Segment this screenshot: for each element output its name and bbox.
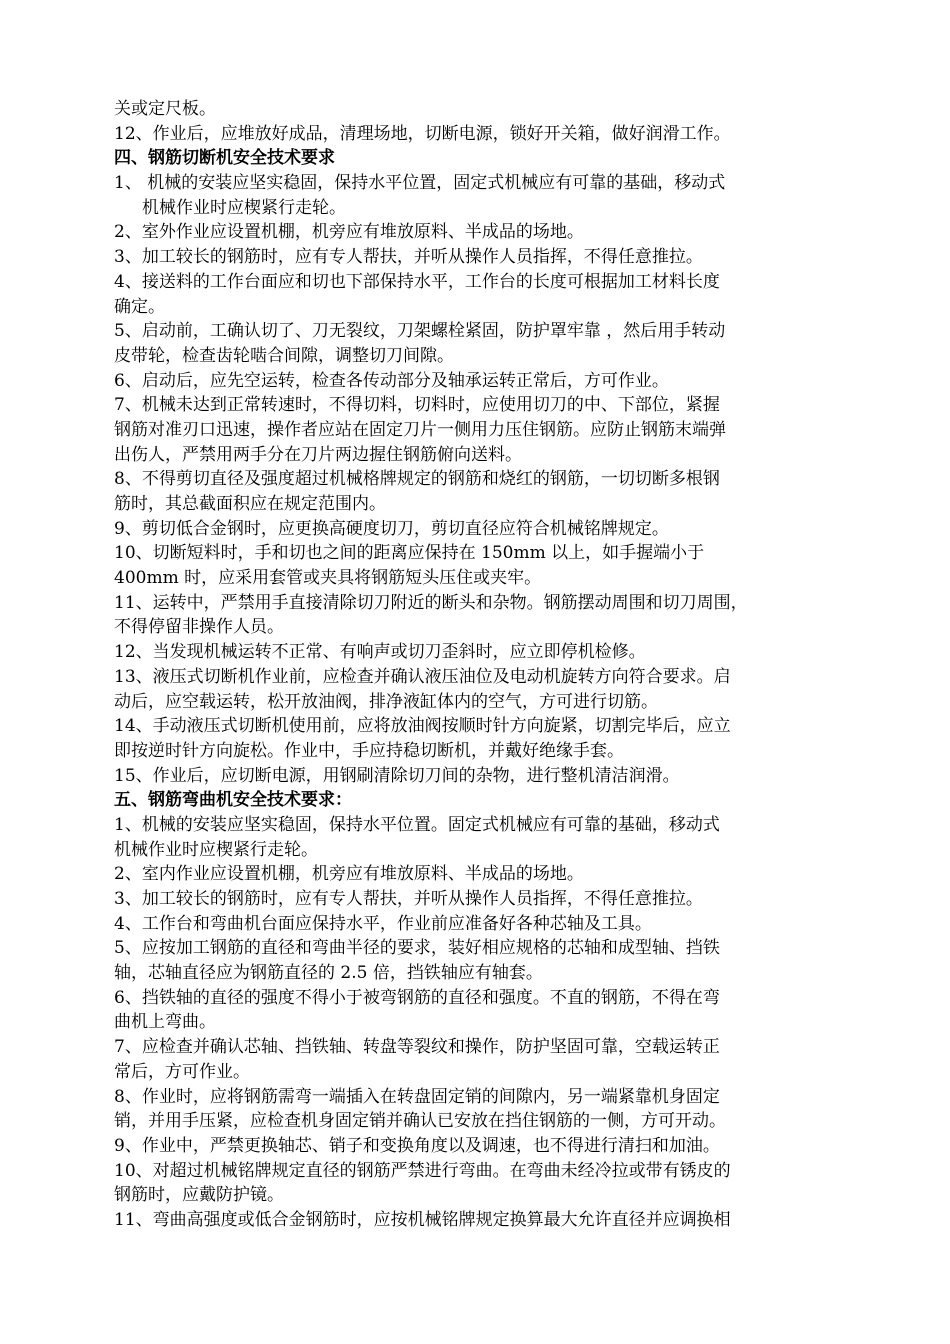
text-line: 9、作业中，严禁更换轴芯、销子和变换角度以及调速，也不得进行清扫和加油。 bbox=[114, 1135, 720, 1156]
text-line: 机械作业时应楔紧行走轮。 bbox=[142, 197, 346, 218]
text-line: 7、应检查并确认芯轴、挡铁轴、转盘等裂纹和操作，防护坚固可靠，空载运转正 bbox=[114, 1037, 720, 1058]
section-heading: 五、钢筋弯曲机安全技术要求： bbox=[114, 790, 352, 811]
text-line: 动后，应空载运转，松开放油阀，排净液缸体内的空气，方可进行切筋。 bbox=[114, 691, 658, 712]
text-line: 钢筋时，应戴防护镜。 bbox=[114, 1185, 284, 1206]
text-line: 确定。 bbox=[114, 296, 165, 317]
text-line: 6、挡铁轴的直径的强度不得小于被弯钢筋的直径和强度。不直的钢筋，不得在弯 bbox=[114, 987, 720, 1008]
text-line: 1、 机械的安装应坚实稳固，保持水平位置，固定式机械应有可靠的基础，移动式 bbox=[114, 173, 726, 194]
text-line: 14、手动液压式切断机使用前，应将放油阀按顺时针方向旋紧，切割完毕后，应立 bbox=[114, 716, 731, 737]
text-line: 12、当发现机械运转不正常、有响声或切刀歪斜时，应立即停机检修。 bbox=[114, 642, 646, 663]
text-line: 6、启动后，应先空运转，检查各传动部分及轴承运转正常后，方可作业。 bbox=[114, 370, 669, 391]
text-line: 10、切断短料时，手和切也之间的距离应保持在 150mm 以上，如手握端小于 bbox=[114, 543, 705, 564]
text-line: 9、剪切低合金钢时，应更换高硬度切刀，剪切直径应符合机械铭牌规定。 bbox=[114, 518, 669, 539]
text-line: 即按逆时针方向旋松。作业中，手应持稳切断机，并戴好绝缘手套。 bbox=[114, 740, 624, 761]
text-line: 5、应按加工钢筋的直径和弯曲半径的要求，装好相应规格的芯轴和成型轴、挡铁 bbox=[114, 938, 720, 959]
text-line: 机械作业时应楔紧行走轮。 bbox=[114, 839, 318, 860]
text-line: 出伤人，严禁用两手分在刀片两边握住钢筋俯向送料。 bbox=[114, 444, 522, 465]
text-line: 2、室内作业应设置机棚，机旁应有堆放原料、半成品的场地。 bbox=[114, 864, 584, 885]
text-line: 曲机上弯曲。 bbox=[114, 1012, 216, 1033]
text-line: 11、运转中，严禁用手直接清除切刀附近的断头和杂物。钢筋摆动周围和切刀周围， bbox=[114, 592, 748, 613]
text-line: 11、弯曲高强度或低合金钢筋时，应按机械铭牌规定换算最大允许直径并应调换相 bbox=[114, 1209, 731, 1230]
text-line: 常后，方可作业。 bbox=[114, 1061, 250, 1082]
text-line: 5、启动前，工确认切了、刀无裂纹，刀架螺栓紧固，防护罩牢靠 ，然后用手转动 bbox=[114, 321, 726, 342]
text-line: 4、接送料的工作台面应和切也下部保持水平，工作台的长度可根据加工材料长度 bbox=[114, 271, 720, 292]
text-line: 13、液压式切断机作业前，应检查并确认液压油位及电动机旋转方向符合要求。启 bbox=[114, 666, 731, 687]
text-line: 3、加工较长的钢筋时，应有专人帮扶，并听从操作人员指挥，不得任意推拉。 bbox=[114, 889, 703, 909]
text-line: 钢筋对准刃口迅速，操作者应站在固定刀片一侧用力压住钢筋。应防止钢筋末端弹 bbox=[114, 419, 726, 440]
text-line: 不得停留非操作人员。 bbox=[114, 617, 284, 638]
text-line: 轴，芯轴直径应为钢筋直径的 2.5 倍，挡铁轴应有轴套。 bbox=[114, 963, 543, 984]
text-line: 12、作业后，应堆放好成品，清理场地，切断电源，锁好开关箱，做好润滑工作。 bbox=[114, 123, 731, 144]
text-line: 3、加工较长的钢筋时，应有专人帮扶，并听从操作人员指挥，不得任意推拉。 bbox=[114, 247, 703, 268]
document-body bbox=[114, 97, 834, 1233]
text-line: 筋时，其总截面积应在规定范围内。 bbox=[114, 494, 386, 514]
text-line: 8、作业时，应将钢筋需弯一端插入在转盘固定销的间隙内，另一端紧靠机身固定 bbox=[114, 1086, 720, 1107]
text-line: 15、作业后，应切断电源，用钢刷清除切刀间的杂物，进行整机清洁润滑。 bbox=[114, 765, 680, 786]
text-line: 7、机械未达到正常转速时，不得切料，切料时，应使用切刀的中、下部位，紧握 bbox=[114, 395, 720, 416]
text-line: 8、不得剪切直径及强度超过机械格牌规定的钢筋和烧红的钢筋，一切切断多根钢 bbox=[114, 469, 720, 490]
text-line: 皮带轮，检查齿轮啮合间隙，调整切刀间隙。 bbox=[114, 345, 454, 366]
text-line: 关或定尺板。 bbox=[114, 99, 216, 119]
text-line: 10、对超过机械铭牌规定直径的钢筋严禁进行弯曲。在弯曲未经冷拉或带有锈皮的 bbox=[114, 1160, 731, 1181]
text-line: 400mm 时，应采用套管或夹具将钢筋短头压住或夹牢。 bbox=[114, 568, 542, 589]
text-line: 1、机械的安装应坚实稳固，保持水平位置。固定式机械应有可靠的基础，移动式 bbox=[114, 814, 720, 835]
section-heading: 四、钢筋切断机安全技术要求 bbox=[114, 148, 335, 169]
text-line: 4、工作台和弯曲机台面应保持水平，作业前应准备好各种芯轴及工具。 bbox=[114, 913, 652, 934]
text-line: 2、室外作业应设置机棚，机旁应有堆放原料、半成品的场地。 bbox=[114, 222, 584, 243]
text-line: 销，并用手压紧，应检查机身固定销并确认已安放在挡住钢筋的一侧，方可开动。 bbox=[114, 1111, 726, 1132]
